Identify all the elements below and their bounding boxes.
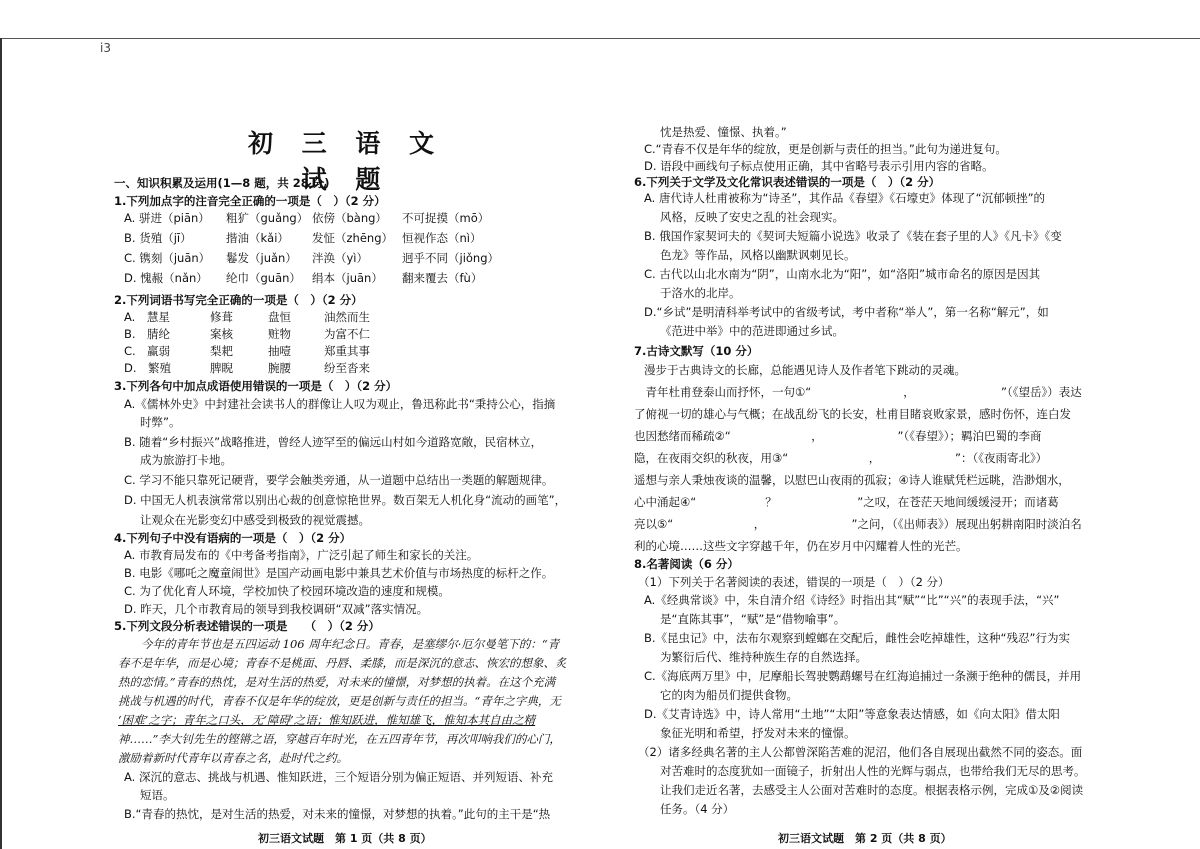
q3-line: 时弊”。 [140, 415, 181, 429]
q1-stem: 1.下列加点字的注音完全正确的一项是（ ）（2 分） [114, 194, 386, 208]
q5-option-b: B.“青春的热忱，是对生活的热爱，对未来的憧憬，对梦想的执着。”此句的主干是“热 [124, 807, 551, 821]
q2-b-4: 为富不仁 [324, 327, 370, 341]
corner-mark: i3 [100, 41, 111, 55]
q5-passage-line: 激励着新时代青年以青春之名，赴时代之约。 [118, 751, 348, 765]
q4-line: A. 市教育局发布的《中考备考指南》，广泛引起了师生和家长的关注。 [124, 548, 479, 562]
q1-a-1: A. 骈进（piān） [124, 211, 210, 225]
q8-line: 象征光明和希望，抒发对未来的憧憬。 [660, 726, 856, 740]
q8-sub2-line: （2）诸多经典名著的主人公都曾深陷苦难的泥沼，他们各自展现出截然不同的姿态。面 [638, 745, 1083, 759]
q6-line: 于洛水的北岸。 [660, 286, 741, 300]
q8-line: 是“直陈其事”，“赋”是“借物喻事”。 [660, 612, 846, 626]
q4-line: B. 电影《哪吒之魔童闹世》是国产动画电影中兼具艺术价值与市场热度的标杆之作。 [124, 566, 554, 580]
q6-line: 色龙》等作品，风格以幽默讽刺见长。 [660, 248, 856, 262]
q2-c-3: 抽噎 [268, 344, 291, 358]
q5-option-d: D. 语段中画线句子标点使用正确，其中省略号表示引用内容的省略。 [644, 159, 994, 173]
q7-stem: 7.古诗文默写（10 分） [634, 344, 759, 358]
q2-a-1: A. 慧星 [124, 310, 170, 324]
q2-d-4: 纷至沓来 [324, 361, 370, 375]
q6-line: D.“乡试”是明清科举考试中的省级考试，考中者称“举人”，第一名称“解元”，如 [644, 305, 1049, 319]
q5-passage-line: 春不是年华，而是心境；青春不是桃面、丹唇、柔膝，而是深沉的意志、恢宏的想象、炙 [118, 656, 567, 670]
q8-sub2-line: 任务。（4 分） [660, 802, 735, 816]
q5-passage-line: 今年的青年节也是五四运动 106 周年纪念日。青春，是塞缪尔·厄尔曼笔下的：“青 [118, 637, 560, 651]
q1-b-3: 发怔（zhēng） [312, 231, 393, 245]
q1-c-2: 鬈发（juǎn） [226, 251, 297, 265]
q5-option-c: C.“青春不仅是年华的绽放，更是创新与责任的担当。”此句为递进复句。 [644, 142, 1007, 156]
q2-c-4: 郑重其事 [324, 344, 370, 358]
q1-a-3: 依傍（bàng） [312, 211, 387, 225]
left-page-footer: 初三语文试题 第 1 页（共 8 页） [258, 832, 432, 845]
q4-line: D. 昨天，几个市教育局的领导到我校调研“双减”落实情况。 [124, 602, 429, 616]
q3-line: B. 随着“乡村振兴”战略推进，曾经人迹罕至的偏远山村如今道路宽敞，民宿林立， [124, 435, 543, 449]
q6-stem: 6.下列关于文学及文化常识表述错误的一项是（ ）（2 分） [634, 175, 941, 189]
q2-b-3: 赃物 [268, 327, 291, 341]
q6-line: A. 唐代诗人杜甫被称为“诗圣”，其作品《春望》《石壕吏》体现了“沉郁顿挫”的 [644, 191, 1046, 205]
q7-line: 亮以⑤“ ， ”之问，（《出师表》）展现出躬耕南阳时淡泊名 [634, 517, 1082, 531]
q8-line: B.《昆虫记》中，法布尔观察到螳螂在交配后，雌性会吃掉雄性，这种“残忍”行为实 [644, 631, 1070, 645]
q2-d-1: D. 繁殖 [124, 361, 172, 375]
q7-line: 心中涌起④“ ？ ”之叹，在苍茫天地间缓缓浸开；而诸葛 [634, 495, 1059, 509]
q1-b-2: 揩油（kǎi） [226, 231, 289, 245]
q3-line: D. 中国无人机表演常常以别出心裁的创意惊艳世界。数百架无人机化身“流动的画笔”， [124, 493, 567, 507]
q3-stem: 3.下列各句中加点成语使用错误的一项是（ ）（2 分） [114, 379, 398, 393]
q5-passage-underlined: ‘困难’之字；青年之口头，无‘障碍’之语；惟知跃进，惟知雄飞，惟知本其自由之精 [118, 713, 536, 727]
q2-b-2: 案核 [210, 327, 233, 341]
q6-line: 《范进中举》中的范进即通过乡试。 [660, 324, 844, 338]
page-left-border [0, 38, 2, 849]
q7-line: 隐，在夜雨交织的秋夜，用③“ ， ”：（《夜雨寄北》） [634, 451, 1048, 465]
q2-c-1: C. 赢弱 [124, 344, 171, 358]
q2-a-2: 修葺 [210, 310, 233, 324]
q6-line: C. 古代以山北水南为“阴”，山南水北为“阳”，如“洛阳”城市命名的原因是因其 [644, 267, 1041, 281]
q8-sub2-line: 对苦难时的态度犹如一面镜子，折射出人性的光辉与弱点，也带给我们无尽的思考。 [660, 764, 1086, 778]
page-title: 初 三 语 文 试 题 [247, 129, 445, 194]
q8-sub2-line: 让我们走近名著，去感受主人公面对苦难时的态度。根据表格示例，完成①及②阅读 [660, 783, 1084, 797]
q2-b-1: B. 腈纶 [124, 327, 171, 341]
q1-d-3: 绢本（juān） [312, 271, 383, 285]
q8-line: 它的肉为船员们提供食物。 [660, 688, 798, 702]
q5-option-a: A. 深沉的意志、挑战与机遇、惟知跃进，三个短语分别为偏正短语、并列短语、补充 [124, 770, 553, 784]
q2-c-2: 梨耙 [210, 344, 233, 358]
q8-sub1-stem: （1）下列关于名著阅读的表述，错误的一项是（ ）（2 分） [638, 575, 950, 589]
q3-line: 让观众在光影变幻中感受到极致的视觉震撼。 [140, 513, 370, 527]
q1-b-1: B. 货殖（jī） [124, 231, 192, 245]
q1-c-4: 迥乎不同（jiǒng） [402, 251, 500, 265]
q2-d-3: 腕腰 [268, 361, 291, 375]
q7-line: 也因愁绪而稀疏②“ ， ”（《春望》）；羁泊巴蜀的李商 [634, 429, 1042, 443]
q1-a-2: 粗犷（guǎng） [226, 211, 309, 225]
q8-line: D.《艾青诗选》中，诗人常用“土地”“太阳”等意象表达情感，如《向太阳》借太阳 [644, 707, 1060, 721]
q8-stem: 8.名著阅读（6 分） [634, 557, 739, 571]
q1-a-4: 不可捉摸（mō） [402, 211, 490, 225]
q7-line: 利的心境……这些文字穿越千年，仍在岁月中闪耀着人性的光芒。 [634, 539, 968, 553]
q5-continuation: 忱是热爱、憧憬、执着。” [660, 125, 787, 139]
q1-b-4: 恒视作态（nì） [402, 231, 482, 245]
q3-line: 成为旅游打卡地。 [140, 453, 232, 467]
q8-line: C.《海底两万里》中，尼摩船长驾驶鹦鹉螺号在红海追捕过一条濒于绝种的儒艮，并用 [644, 669, 1082, 683]
right-page-footer: 初三语文试题 第 2 页（共 8 页） [778, 832, 952, 845]
q7-line: 遥想与亲人秉烛夜谈的温馨，以慰巴山夜雨的孤寂；④诗人谁赋凭栏远眺，浩渺烟水， [634, 473, 1070, 487]
q3-line: C. 学习不能只靠死记硬背，要学会触类旁通，从一道题中总结出一类题的解题规律。 [124, 473, 554, 487]
q5-passage-line: 挑战与机遇的时代，青春不仅是年华的绽放，更是创新与责任的担当。“青年之字典，无 [118, 694, 561, 708]
q1-d-1: D. 愧赧（nǎn） [124, 271, 208, 285]
q1-c-1: C. 镌刻（juān） [124, 251, 211, 265]
q2-stem: 2.下列词语书写完全正确的一项是（ ）（2 分） [114, 293, 363, 307]
q5-passage-line: 神……”李大钊先生的铿锵之语，穿越百年时光，在五四青年节，再次叩响我们的心门， [118, 732, 561, 746]
q7-line: 了俯视一切的雄心与气概；在战乱纷飞的长安，杜甫目睹哀败家景，感时伤怀，连白发 [634, 407, 1071, 421]
section-heading: 一、知识积累及运用(1—8 题，共 28 分) [114, 176, 330, 190]
q6-line: B. 俄国作家契诃夫的《契诃夫短篇小说选》收录了《装在套子里的人》《凡卡》《变 [644, 229, 1062, 243]
q2-d-2: 脾睨 [210, 361, 233, 375]
q2-a-3: 盘恒 [268, 310, 291, 324]
q1-c-3: 泮涣（yì） [312, 251, 369, 265]
q4-stem: 4.下列句子中没有语病的一项是（ ）（2 分） [114, 531, 352, 545]
q4-line: C. 为了优化育人环境，学校加快了校园环境改造的速度和规模。 [124, 584, 450, 598]
q6-line: 风格，反映了安史之乱的社会现实。 [660, 210, 844, 224]
q5-option-a-cont: 短语。 [140, 788, 175, 802]
q8-line: A.《经典常谈》中，朱自清介绍《诗经》时指出其“赋”“比”“兴”的表现手法，“兴” [644, 593, 1060, 607]
q1-d-2: 纶巾（guān） [226, 271, 301, 285]
q5-stem: 5.下列文段分析表述错误的一项是 （ ）（2 分） [114, 619, 380, 633]
q5-passage-line: 热的恋情。”青春的热忱，是对生活的热爱，对未来的憧憬，对梦想的执着。在这个充满 [118, 675, 556, 689]
q8-line: 为繁衍后代、维持种族生存的自然选择。 [660, 650, 867, 664]
q1-d-4: 翻来覆去（fù） [402, 271, 483, 285]
q7-line: 青年杜甫登泰山而抒怀，一句①“ ， ”（《望岳》）表达 [634, 385, 1082, 399]
page-top-border [0, 38, 1200, 39]
q2-a-4: 油然而生 [324, 310, 370, 324]
q3-line: A.《儒林外史》中封建社会读书人的群像让人叹为观止，鲁迅称此书“秉持公心，指摘 [124, 397, 556, 411]
q7-line: 漫步于古典诗文的长廊，总能遇见诗人及作者笔下跳动的灵魂。 [644, 363, 966, 377]
